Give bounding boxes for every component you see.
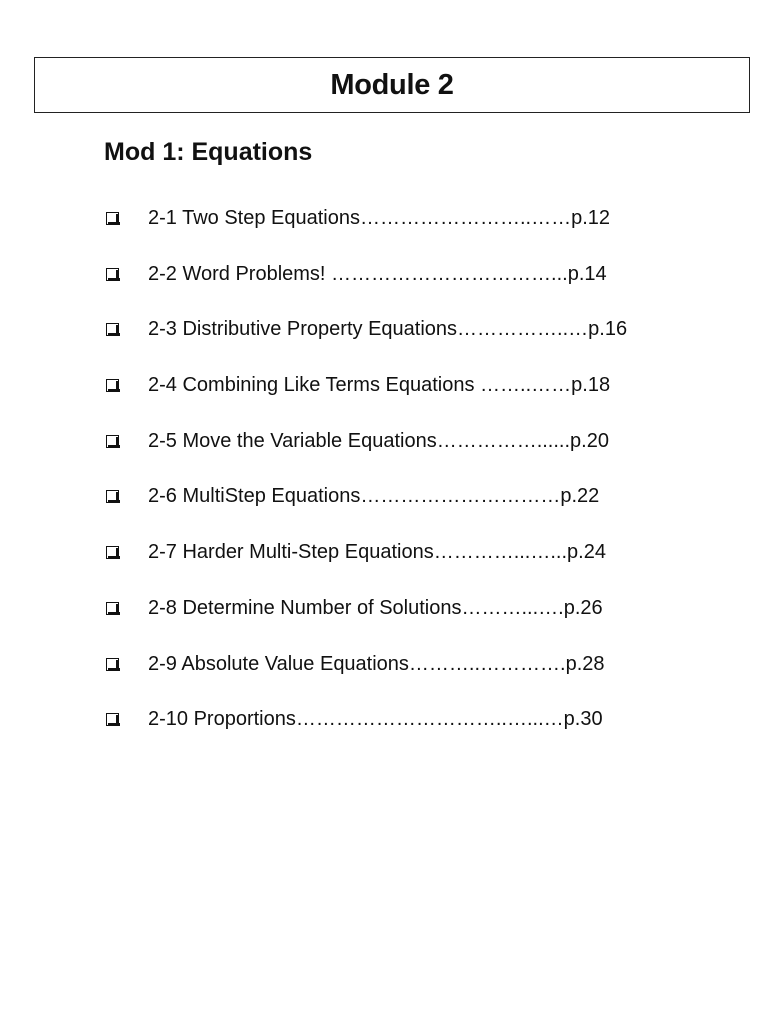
table-of-contents <box>106 205 706 762</box>
toc-item-text: 2-10 Proportions…………………………..…...…p.30 <box>148 708 603 731</box>
toc-item-text: 2-9 Absolute Value Equations………..………….p.28 <box>148 652 605 675</box>
toc-item <box>106 539 706 595</box>
module-title: Module 2 <box>330 68 454 101</box>
checkbox-icon <box>106 323 119 336</box>
checkbox-icon <box>106 602 119 615</box>
toc-item <box>106 483 706 539</box>
module-title-box <box>34 57 750 113</box>
checkbox-icon <box>106 546 119 559</box>
checkbox-icon <box>106 379 119 392</box>
toc-item <box>106 316 706 372</box>
toc-item <box>106 595 706 651</box>
toc-item <box>106 428 706 484</box>
toc-item <box>106 372 706 428</box>
toc-item-text: 2-1 Two Step Equations……………………..……p.12 <box>148 207 611 229</box>
checkbox-icon <box>106 713 119 726</box>
section-heading: Mod 1: Equations <box>104 138 313 166</box>
toc-item-text: 2-4 Combining Like Terms Equations ……..……p.18 <box>148 374 611 397</box>
toc-item <box>106 651 706 707</box>
checkbox-icon <box>106 490 119 503</box>
toc-item-text: 2-2 Word Problems! ……………………………...p.14 <box>148 262 607 285</box>
toc-item-text: 2-6 MultiStep Equations…………………………p.22 <box>148 485 600 508</box>
checkbox-icon <box>106 212 119 225</box>
toc-item-text: 2-3 Distributive Property Equations……………..…p.16 <box>148 318 628 341</box>
toc-item-text: 2-7 Harder Multi-Step Equations…………...…...p.24 <box>148 541 606 564</box>
toc-item-text: 2-8 Determine Number of Solutions………...….p.26 <box>148 596 603 619</box>
toc-item-text: 2-5 Move the Variable Equations……………......p.20 <box>148 429 609 452</box>
checkbox-icon <box>106 268 119 281</box>
toc-item <box>106 205 706 261</box>
checkbox-icon <box>106 658 119 671</box>
toc-item <box>106 261 706 317</box>
checkbox-icon <box>106 435 119 448</box>
toc-item <box>106 706 706 762</box>
